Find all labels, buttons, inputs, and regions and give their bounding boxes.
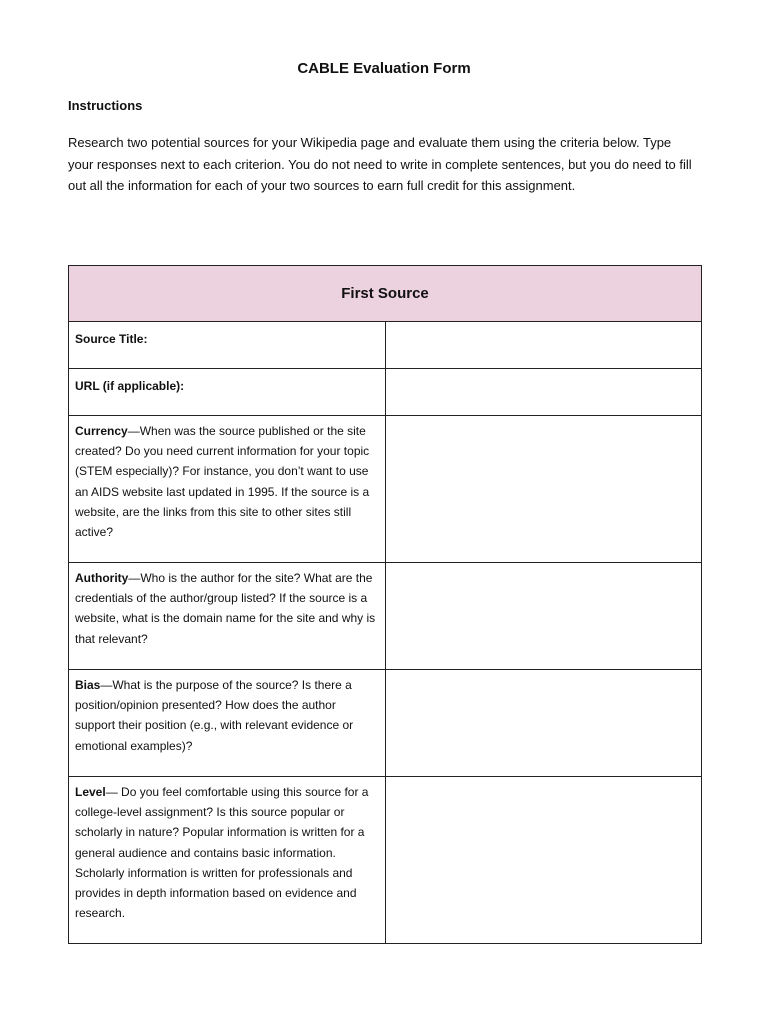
table-row-currency [69,416,702,563]
criterion-description: —Who is the author for the site? What are the credentials of the author/group listed? If the source is a website, what is the domain name for the site and why is that relevant? [75,571,376,646]
table-header: First Source [69,266,702,322]
currency-response[interactable] [385,416,702,563]
table-header-row [69,266,702,322]
criterion-label: Source Title: [75,332,148,346]
url-response[interactable] [385,369,702,416]
criterion-label: URL (if applicable): [75,379,185,393]
table-row-source-title [69,322,702,369]
criterion-label: Bias [75,678,101,692]
criterion-description: —What is the purpose of the source? Is there a position/opinion presented? How does the author support their position (e.g., with relevant evidence or emotional examples)? [75,678,354,753]
criterion-cell [69,777,386,944]
criterion-cell [69,369,386,416]
criterion-label: Level [75,785,106,799]
level-response[interactable] [385,777,702,944]
page-title: CABLE Evaluation Form [297,60,471,77]
criterion-cell [69,670,386,777]
criterion-description: — Do you feel comfortable using this source for a college-level assignment? Is this source popular or scholarly in nature? Popular information is written for a general audience and contains basic information. Scholarly information is written for professionals and provides in depth information based on evidence and research. [75,785,369,921]
criterion-cell [69,322,386,369]
criterion-description: —When was the source published or the site created? Do you need current information for your topic (STEM especially)? For instance, you don’t want to use an AIDS website last updated in 1995. If the source is a website, are the links from this site to other sites still active? [75,424,370,540]
criterion-cell [69,563,386,670]
table-row-bias [69,670,702,777]
bias-response[interactable] [385,670,702,777]
table-row-authority [69,563,702,670]
first-source-table [68,265,702,944]
table-row-level [69,777,702,944]
criterion-label: Authority [75,571,129,585]
authority-response[interactable] [385,563,702,670]
table-row-url [69,369,702,416]
instructions-text: Research two potential sources for your Wikipedia page and evaluate them using the criteria below. Type your responses next to each criterion. You do not need to write in complete sentences, but you do need to fill out all the information for each of your two sources to earn full credit for this assignment. [68,135,692,193]
instructions-heading: Instructions [68,98,143,113]
criterion-label: Currency [75,424,128,438]
criterion-cell [69,416,386,563]
source-title-response[interactable] [385,322,702,369]
